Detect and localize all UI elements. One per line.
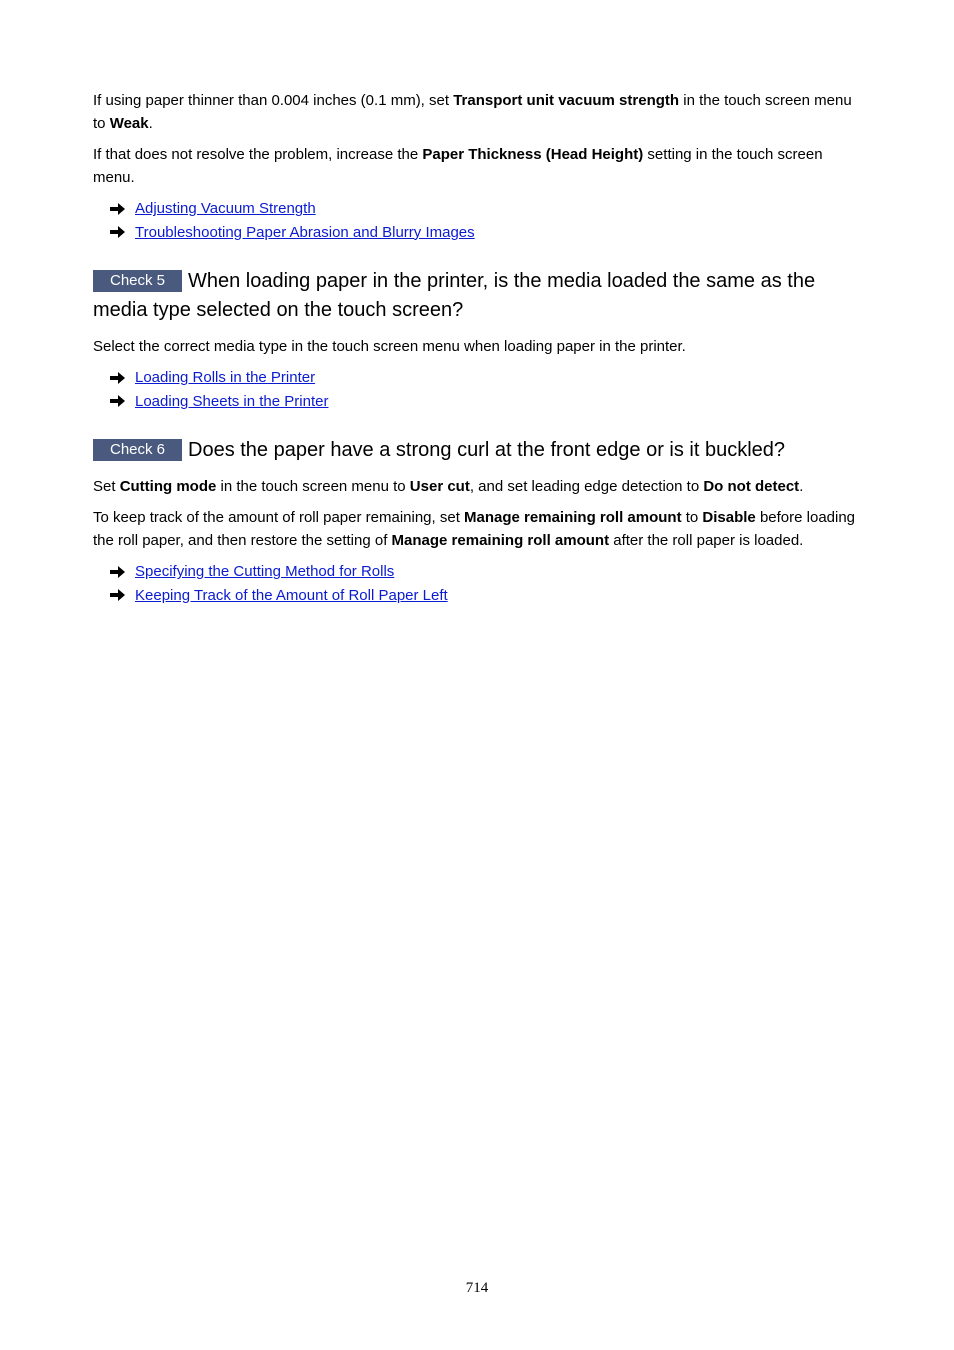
link-loading-sheets[interactable]: Loading Sheets in the Printer (135, 392, 329, 410)
right-arrow-icon (93, 566, 135, 578)
right-arrow-icon (93, 395, 135, 407)
list-item (93, 584, 863, 608)
list-item (93, 560, 863, 584)
link-keeping-track-roll-paper[interactable]: Keeping Track of the Amount of Roll Paper Left (135, 586, 448, 604)
check5-badge: Check 5 (93, 270, 182, 292)
check6-paragraph-2: To keep track of the amount of roll paper remaining, set Manage remaining roll amount to Disable before loading the roll paper, and then restore the setting of Manage remaining roll amount after the roll paper is loaded. (93, 509, 856, 549)
right-arrow-icon (93, 589, 135, 601)
check6-link-list (93, 560, 863, 607)
list-item (93, 221, 863, 245)
check6-heading-text: Does the paper have a strong curl at the front edge or is it buckled? (188, 439, 786, 461)
link-troubleshooting-paper-abrasion[interactable]: Troubleshooting Paper Abrasion and Blurry Images (135, 223, 475, 241)
check5-paragraph: Select the correct media type in the touch screen menu when loading paper in the printer. (93, 338, 686, 355)
intro-paragraph-1: If using paper thinner than 0.004 inches (0.1 mm), set Transport unit vacuum strength in the touch screen menu to Weak. (93, 92, 852, 132)
link-specifying-cutting-method[interactable]: Specifying the Cutting Method for Rolls (135, 563, 395, 581)
right-arrow-icon (93, 226, 135, 238)
page-number: 714 (465, 1280, 489, 1296)
check6-paragraph-1: Set Cutting mode in the touch screen menu to User cut, and set leading edge detection to Do not detect. (93, 478, 804, 495)
link-loading-rolls[interactable]: Loading Rolls in the Printer (135, 369, 316, 387)
check6-heading (93, 436, 863, 465)
list-item (93, 390, 863, 414)
intro-link-list (93, 197, 863, 244)
check5-heading-text: When loading paper in the printer, is the media loaded the same as the media type selected on the touch screen? (93, 270, 816, 321)
page-content (93, 89, 863, 607)
link-adjusting-vacuum-strength[interactable]: Adjusting Vacuum Strength (135, 200, 316, 218)
list-item (93, 197, 863, 221)
check5-link-list (93, 366, 863, 413)
check6-badge: Check 6 (93, 439, 182, 461)
right-arrow-icon (93, 372, 135, 384)
check5-heading (93, 267, 863, 325)
intro-paragraph-2: If that does not resolve the problem, increase the Paper Thickness (Head Height) setting in the touch screen menu. (93, 146, 823, 186)
right-arrow-icon (93, 203, 135, 215)
list-item (93, 366, 863, 390)
